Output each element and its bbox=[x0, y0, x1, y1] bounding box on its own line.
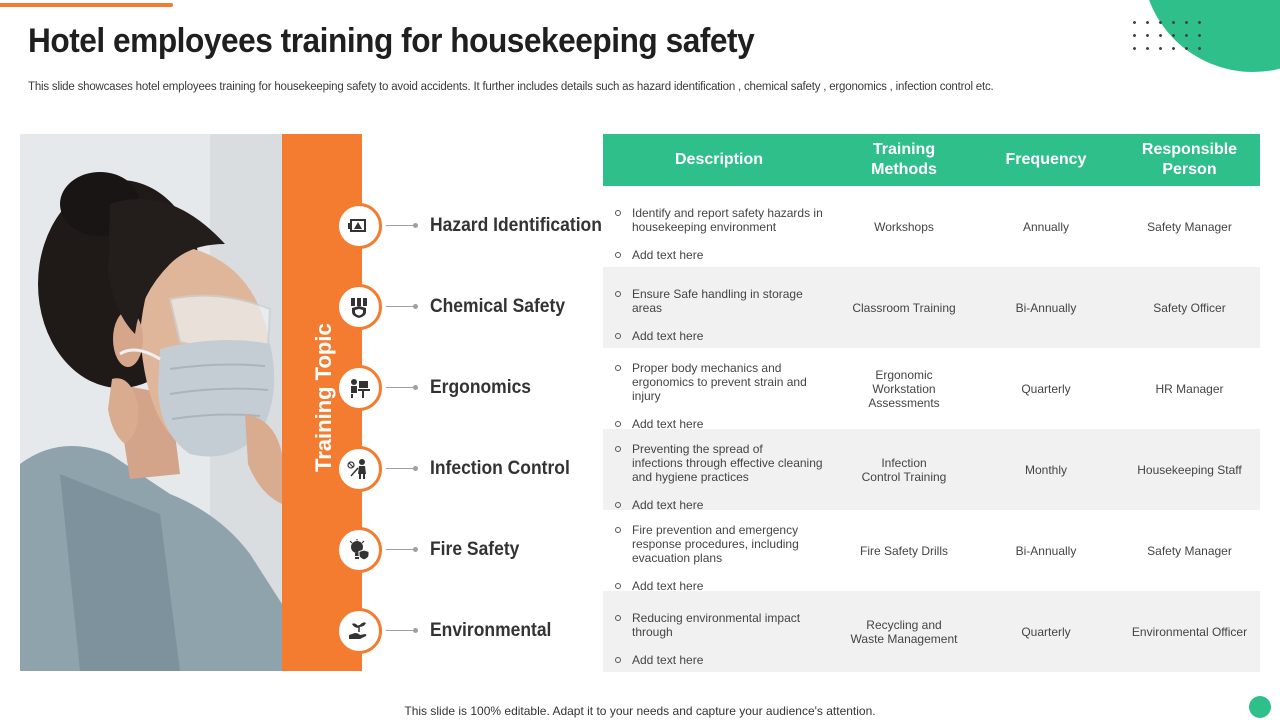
description-bullet: Add text here bbox=[615, 498, 823, 512]
cleaning-worker-icon bbox=[336, 446, 382, 492]
bulb-shield-icon bbox=[336, 527, 382, 573]
frequency-cell: Monthly bbox=[1024, 462, 1068, 477]
dot-grid-decoration bbox=[1128, 16, 1208, 52]
header-description: Description bbox=[674, 151, 763, 168]
topic-connector bbox=[386, 387, 416, 388]
topic-ergonomics bbox=[336, 365, 596, 417]
person-cell: Environmental Officer bbox=[1131, 624, 1248, 639]
method-cell: Fire Safety Drills bbox=[859, 543, 948, 558]
method-cell: Recycling and Waste Management bbox=[850, 617, 958, 646]
person-cell: Safety Manager bbox=[1147, 543, 1232, 558]
table-row bbox=[603, 510, 1260, 591]
topic-connector bbox=[386, 630, 416, 631]
description-bullet: Ensure Safe handling in storage areas bbox=[615, 287, 803, 315]
description-cell bbox=[603, 591, 835, 672]
description-bullet: Add text here bbox=[615, 417, 807, 431]
description-bullet: Add text here bbox=[615, 248, 823, 262]
topic-infection-control bbox=[336, 446, 596, 498]
table-row bbox=[603, 348, 1260, 429]
person-cell: Safety Officer bbox=[1153, 300, 1226, 315]
top-accent-bar bbox=[0, 3, 173, 7]
topic-label: Environmental bbox=[430, 620, 552, 641]
description-bullet: Add text here bbox=[615, 579, 799, 593]
topic-label: Infection Control bbox=[430, 458, 570, 479]
topic-chemical-safety bbox=[336, 284, 596, 336]
person-cell: Housekeeping Staff bbox=[1137, 462, 1242, 477]
description-cell bbox=[603, 267, 835, 348]
person-cell: Safety Manager bbox=[1147, 219, 1232, 234]
topic-hazard-identification bbox=[336, 203, 602, 255]
description-bullet: Fire prevention and emergency response procedures, including evacuation plans bbox=[615, 523, 799, 565]
description-bullet: Preventing the spread of infections through effective cleaning and hygiene practices bbox=[615, 442, 823, 484]
frequency-cell: Bi-Annually bbox=[1015, 543, 1077, 558]
description-bullet: Reducing environmental impact through bbox=[615, 611, 800, 639]
hazard-monitor-icon bbox=[336, 203, 382, 249]
method-cell: Ergonomic Workstation Assessments bbox=[868, 367, 940, 410]
description-cell bbox=[603, 348, 835, 429]
header-responsible-person: Responsible Person bbox=[1141, 141, 1238, 178]
method-cell: Classroom Training bbox=[852, 300, 956, 315]
frequency-cell: Bi-Annually bbox=[1015, 300, 1077, 315]
frequency-cell: Quarterly bbox=[1021, 624, 1071, 639]
table-row bbox=[603, 429, 1260, 510]
method-cell: Infection Control Training bbox=[861, 455, 947, 484]
hand-plant-icon bbox=[336, 608, 382, 654]
description-bullet: Identify and report safety hazards in housekeeping environment bbox=[615, 206, 823, 234]
page-subtitle: This slide showcases hotel employees training for housekeeping safety to avoid accidents. It further includes details such as hazard identification , chemical safety , ergonomics , infection control etc. bbox=[28, 81, 994, 93]
page-title: Hotel employees training for housekeeping safety bbox=[28, 22, 755, 60]
topic-label: Ergonomics bbox=[430, 377, 532, 398]
header-training-methods: Training Methods bbox=[871, 141, 937, 178]
header-frequency: Frequency bbox=[1005, 151, 1087, 168]
description-bullet: Add text here bbox=[615, 653, 800, 667]
table-row bbox=[603, 267, 1260, 348]
person-cell: HR Manager bbox=[1155, 381, 1224, 396]
table-row bbox=[603, 591, 1260, 672]
frequency-cell: Annually bbox=[1022, 219, 1070, 234]
topic-label: Chemical Safety bbox=[430, 296, 566, 317]
topic-connector bbox=[386, 225, 416, 226]
training-table bbox=[603, 134, 1260, 672]
description-bullet: Proper body mechanics and ergonomics to prevent strain and injury bbox=[615, 361, 807, 403]
topic-label: Fire Safety bbox=[430, 539, 520, 560]
table-header bbox=[603, 134, 1260, 186]
description-bullet: Add text here bbox=[615, 329, 803, 343]
topic-label: Hazard Identification bbox=[430, 215, 602, 236]
topic-connector bbox=[386, 306, 416, 307]
description-cell bbox=[603, 510, 835, 591]
method-cell: Workshops bbox=[874, 219, 934, 234]
corner-decoration-dot bbox=[1249, 696, 1271, 718]
topic-environmental bbox=[336, 608, 596, 660]
footer-note: This slide is 100% editable. Adapt it to your needs and capture your audience's attention. bbox=[404, 704, 876, 718]
topic-connector bbox=[386, 549, 416, 550]
frequency-cell: Quarterly bbox=[1021, 381, 1071, 396]
table-row bbox=[603, 186, 1260, 267]
desk-worker-icon bbox=[336, 365, 382, 411]
training-topic-label: Training Topic bbox=[311, 323, 336, 472]
topic-connector bbox=[386, 468, 416, 469]
nurse-mask-photo bbox=[20, 134, 282, 671]
chemical-shield-icon bbox=[336, 284, 382, 330]
description-cell bbox=[603, 429, 835, 510]
topic-fire-safety bbox=[336, 527, 596, 579]
description-cell bbox=[603, 186, 835, 267]
